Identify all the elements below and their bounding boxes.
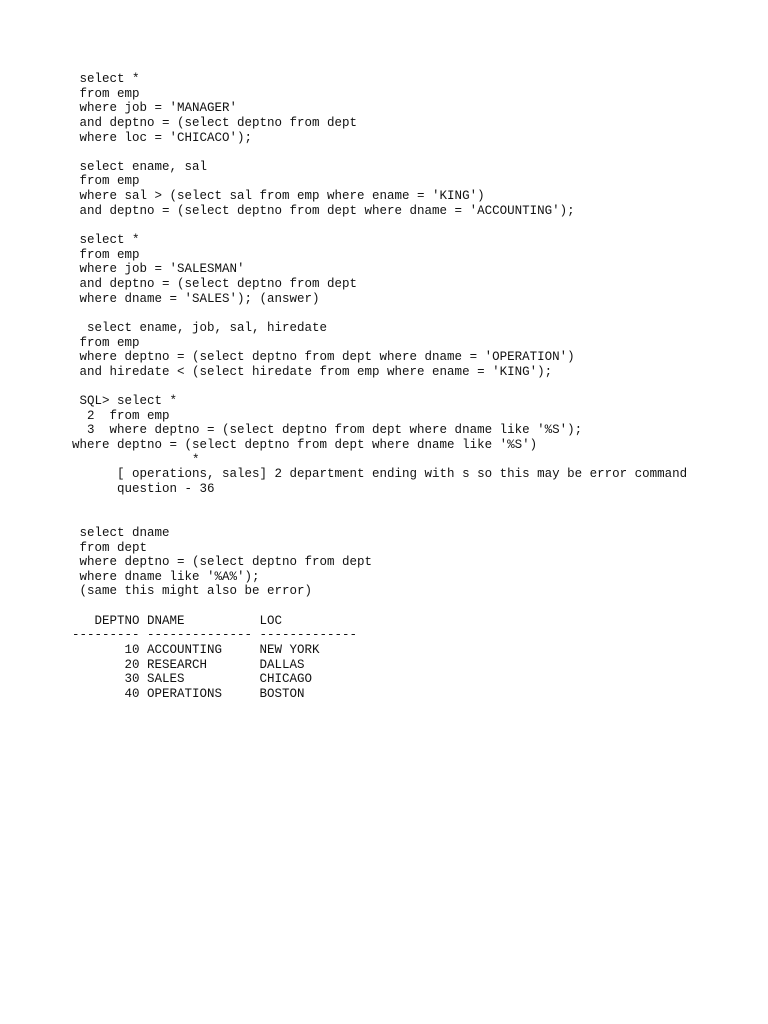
document-line: from emp [72,86,140,101]
document-line: where job = 'SALESMAN' [72,262,245,277]
document-line: 20 RESEARCH DALLAS [72,657,305,672]
document-line [72,145,752,160]
document-line: and deptno = (select deptno from dept where dname = 'ACCOUNTING'); [72,203,575,218]
document-line: select * [72,72,140,86]
document-line: from emp [72,174,140,189]
document-line: select * [72,233,140,248]
document-line: SQL> select * [72,394,178,409]
document-line: DEPTNO DNAME LOC [72,613,283,628]
document-line: --------- -------------- ------------- [72,628,358,643]
document-line [72,497,752,512]
document-line [72,599,752,614]
document-line: where dname = 'SALES'); (answer) [72,291,320,306]
document-line [72,379,752,394]
document-line: where deptno = (select deptno from dept where dname like '%S') [72,438,538,453]
document-line: 2 from emp [72,408,170,423]
document-line: 3 where deptno = (select deptno from dept where dname like '%S'); [72,423,583,438]
document-line: 10 ACCOUNTING NEW YORK [72,642,320,657]
document-line [72,218,752,233]
document-line: 30 SALES CHICAGO [72,672,313,687]
document-line: where sal > (select sal from emp where ename = 'KING') [72,189,485,204]
document-line: where deptno = (select deptno from dept [72,555,373,570]
document-line: where dname like '%A%'); [72,569,260,584]
document-line: question - 36 [72,481,215,496]
document-line: where deptno = (select deptno from dept where dname = 'OPERATION') [72,350,575,365]
document-line: from dept [72,540,148,555]
document-line [72,306,752,321]
document-line: from emp [72,247,140,262]
document-line: and hiredate < (select hiredate from emp where ename = 'KING'); [72,364,553,379]
document-line: from emp [72,335,140,350]
document-line: where loc = 'CHICACO'); [72,130,253,145]
document-line: * [72,452,200,467]
document-line: select ename, sal [72,159,208,174]
document-line: select dname [72,525,170,540]
document-line: where job = 'MANAGER' [72,101,238,116]
document-line: 40 OPERATIONS BOSTON [72,686,305,701]
document-line: [ operations, sales] 2 department ending with s so this may be error command [72,467,688,482]
document-line: and deptno = (select deptno from dept [72,276,358,291]
document-text [72,72,752,702]
document-line: (same this might also be error) [72,584,313,599]
document-line: and deptno = (select deptno from dept [72,115,358,130]
document-line: select ename, job, sal, hiredate [72,320,328,335]
document-line [72,511,752,526]
